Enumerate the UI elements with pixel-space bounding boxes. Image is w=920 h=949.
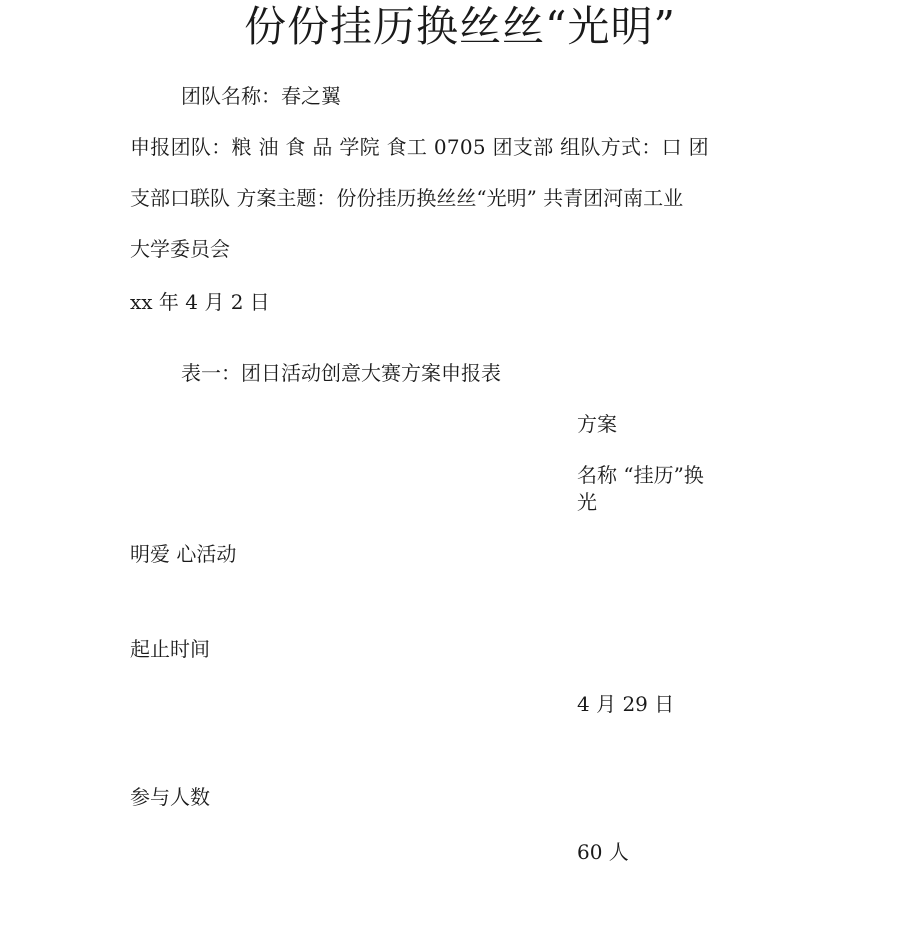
scheme-label: 方案	[577, 412, 617, 436]
participants-label: 参与人数	[130, 785, 210, 809]
date-line: xx 年 4 月 2 日	[130, 290, 270, 314]
period-label: 起止时间	[130, 637, 210, 661]
participants-value: 60 人	[577, 840, 629, 864]
apply-line-2: 支部口联队 方案主题：份份挂历换丝丝“光明” 共青团河南工业	[130, 186, 684, 210]
scheme-name-value: 明爱 心活动	[130, 542, 237, 566]
table-caption: 表一：团日活动创意大赛方案申报表	[181, 361, 501, 385]
apply-line-3: 大学委员会	[130, 237, 230, 261]
period-value: 4 月 29 日	[577, 692, 675, 716]
scheme-name-label-wrap: 光	[577, 490, 597, 514]
page-title: 份份挂历换丝丝“光明”	[244, 2, 676, 51]
scheme-name-label: 名称 “挂历”换	[577, 463, 704, 487]
team-name-line: 团队名称：春之翼	[181, 84, 341, 108]
apply-line-1: 申报团队：粮 油 食 品 学院 食工 0705 团支部 组队方式：口 团	[130, 135, 709, 159]
